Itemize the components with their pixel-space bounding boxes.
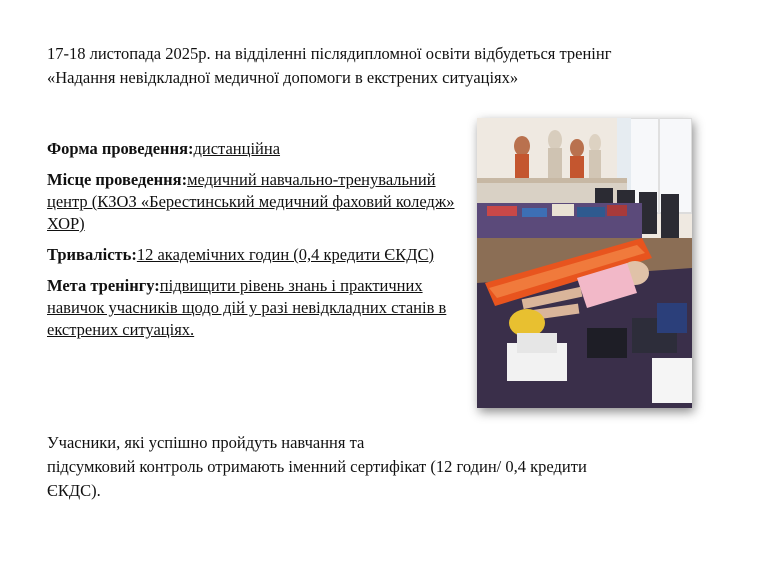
- intro-line-1: 17-18 листопада 2025р. на відділенні післядипломної освіти відбудеться тренінг: [47, 44, 612, 63]
- outro-line-1: Учасники, які успішно пройдуть навчання та: [47, 433, 365, 452]
- intro-line-2: «Надання невідкладної медичної допомоги в екстрених ситуаціях»: [47, 68, 519, 87]
- announcement-intro: [47, 42, 737, 90]
- outro-line-2: підсумковий контроль отримають іменний сертифікат (12 годин/ 0,4 кредити: [47, 457, 587, 476]
- detail-format: [47, 138, 457, 160]
- place-label: Місце проведення:: [47, 170, 188, 189]
- duration-value: 12 академічних годин (0,4 кредити ЄКДС): [136, 245, 434, 264]
- goal-label: Мета тренінгу:: [47, 276, 160, 295]
- place-value: медичний навчально-тренувальний центр (КЗОЗ «Берестинський медичний фаховий коледж» ХОР): [47, 170, 455, 233]
- detail-goal: [47, 275, 457, 341]
- outro-line-3: ЄКДС).: [47, 481, 101, 500]
- format-value: дистанційна: [193, 139, 281, 158]
- duration-label: Тривалість:: [47, 245, 137, 264]
- goal-value: підвищити рівень знань і практичних навичок учасників щодо дій у разі невідкладних станів в екстрених ситуаціях.: [47, 276, 447, 339]
- certificate-note: [47, 431, 737, 503]
- detail-duration: [47, 244, 457, 266]
- format-label: Форма проведення:: [47, 139, 194, 158]
- detail-place: [47, 169, 457, 235]
- training-details: [47, 138, 457, 350]
- training-room-photo-illustration: [477, 118, 692, 408]
- training-room-photo: [477, 118, 692, 408]
